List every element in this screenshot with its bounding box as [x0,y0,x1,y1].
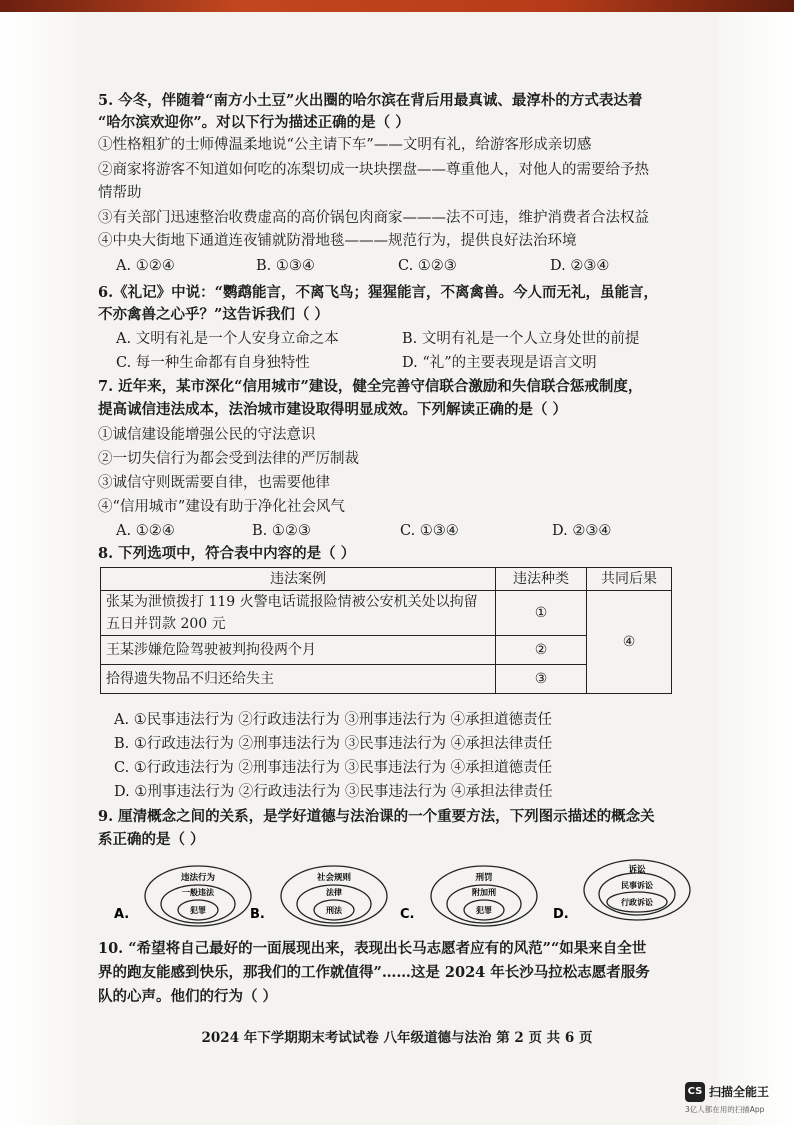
table-row [101,636,672,665]
kind-cell: ③ [496,665,587,694]
q9-diagram-d [553,856,693,932]
q7-stem-line1: 7. 近年来，某市深化“信用城市”建设，健全完善守信联合激励和失信联合惩戒制度， [98,378,643,395]
middle-label: 法律 [326,888,342,897]
top-edge [0,0,794,12]
outer-label: 刑罚 [475,873,493,883]
q5-option-a: A. ①②④ [116,258,175,274]
diagram-letter: C. [400,907,415,922]
q5-item-2a: ②商家将游客不知道如何吃的冻梨切成一块块摆盘——尊重他人，对他人的需要给予热 [98,162,649,178]
q5-stem-line2: “哈尔滨欢迎你”。对以下行为描述正确的是（ ） [98,114,410,131]
q7-option-b: B. ①②③ [252,523,311,539]
table-row [101,591,672,636]
outer-label: 社会规则 [316,873,352,883]
q6-option-d: D. “礼”的主要表现是语言文明 [402,355,597,371]
scan-margin-right [718,12,794,1125]
q7-option-c: C. ①③④ [400,523,459,539]
q9-diagram-c [400,862,540,934]
case-text-line1: 张某为泄愤拨打 119 火警电话谎报险情被公安机关处以拘留 [106,594,478,610]
common-cell: ④ [587,591,672,694]
q7-item-2: ②一切失信行为都会受到法律的严厉制裁 [98,451,359,467]
outer-label: 诉讼 [628,865,646,875]
header-kind: 违法种类 [496,568,587,591]
q7-item-3: ③诚信守则既需要自律，也需要他律 [98,475,330,491]
q8-option-b: B. ①行政违法行为 ②刑事违法行为 ③民事违法行为 ④承担法律责任 [114,736,553,752]
diagram-letter: D. [553,907,569,922]
q6-option-b: B. 文明有礼是一个人立身处世的前提 [402,331,640,347]
q6-option-a: A. 文明有礼是一个人安身立命之本 [116,331,339,347]
q7-item-1: ①诚信建设能增强公民的守法意识 [98,427,316,443]
q9-stem-line2: 系正确的是（ ） [98,831,205,848]
q5-item-2b: 情帮助 [98,185,142,201]
scan-margin-left [0,12,76,1125]
header-common: 共同后果 [587,568,672,591]
q7-option-d: D. ②③④ [552,523,612,539]
q10-stem-line1: 10. “希望将自己最好的一面展现出来，表现出长马志愿者应有的风范”“如果来自全世 [98,940,647,957]
q5-option-b: B. ①③④ [256,258,315,274]
q5-option-d: D. ②③④ [550,258,610,274]
case-cell: 拾得遗失物品不归还给失主 [101,665,496,694]
inner-label: 犯罪 [476,906,492,915]
header-case: 违法案例 [101,568,496,591]
q5-item-1: ①性格粗犷的士师傅温柔地说“公主请下车”——文明有礼，给游客形成亲切感 [98,137,592,153]
q9-diagram-b [250,862,390,934]
scanner-logo-icon: CS [685,1082,705,1102]
case-text-line2: 五日并罚款 200 元 [106,616,226,632]
outer-label: 违法行为 [180,873,216,883]
diagram-letter: B. [250,907,265,922]
q8-stem: 8. 下列选项中，符合表中内容的是（ ） [98,545,356,562]
q8-option-c: C. ①行政违法行为 ②刑事违法行为 ③民事违法行为 ④承担道德责任 [114,760,553,776]
diagram-letter: A. [114,907,130,922]
kind-cell: ① [496,591,587,636]
table-row [101,665,672,694]
q7-stem-line2: 提高诚信违法成本，法治城市建设取得明显成效。下列解读正确的是（ ） [98,401,568,418]
table-header-row [101,568,672,591]
q8-option-d: D. ①刑事违法行为 ②行政违法行为 ③民事违法行为 ④承担法律责任 [114,784,553,800]
case-cell [101,591,496,636]
q8-table [100,567,672,694]
q6-option-c: C. 每一种生命都有自身独特性 [116,355,310,371]
scanner-tagline: 3亿人都在用的扫描App [685,1105,765,1114]
q9-diagram-a [114,862,254,934]
scanner-watermark [685,1082,789,1116]
q5-stem-line1: 5. 今冬，伴随着“南方小土豆”火出圈的哈尔滨在背后用最真诚、最淳朴的方式表达着 [98,92,643,109]
inner-label: 犯罪 [190,906,206,915]
q7-option-a: A. ①②④ [116,523,175,539]
middle-label: 附加刑 [472,888,496,897]
q7-item-4: ④“信用城市”建设有助于净化社会风气 [98,499,345,515]
q10-stem-line2: 界的跑友能感到快乐，那我们的工作就值得”……这是 2024 年长沙马拉松志愿者服务 [98,964,650,981]
kind-cell: ② [496,636,587,665]
q8-option-a: A. ①民事违法行为 ②行政违法行为 ③刑事违法行为 ④承担道德责任 [114,712,553,728]
middle-ellipse [599,873,675,915]
inner-label: 行政诉讼 [621,898,653,907]
q10-stem-line3: 队的心声。他们的行为（ ） [98,988,278,1005]
q5-option-c: C. ①②③ [398,258,457,274]
page-footer: 2024 年下学期期末考试试卷 八年级道德与法治 第 2 页 共 6 页 [201,1030,593,1046]
q5-item-4: ④中央大街地下通道连夜铺就防滑地毯———规范行为，提供良好法治环境 [98,233,577,249]
q5-item-3: ③有关部门迅速整治收费虚高的高价锅包肉商家———法不可违，维护消费者合法权益 [98,210,649,226]
middle-label: 一般违法 [182,888,214,897]
case-cell: 王某涉嫌危险驾驶被判拘役两个月 [101,636,496,665]
inner-label: 刑法 [326,906,342,915]
scanner-app-name: 扫描全能王 [709,1085,770,1099]
q9-stem-line1: 9. 厘清概念之间的关系，是学好道德与法治课的一个重要方法，下列图示描述的概念关 [98,808,655,825]
q6-stem-line1: 6.《礼记》中说：“鹦鹉能言，不离飞鸟；猩猩能言，不离禽兽。今人而无礼，虽能言， [98,284,658,301]
q6-stem-line2: 不亦禽兽之心乎？”这告诉我们（ ） [98,306,329,323]
middle-label: 民事诉讼 [621,881,653,890]
